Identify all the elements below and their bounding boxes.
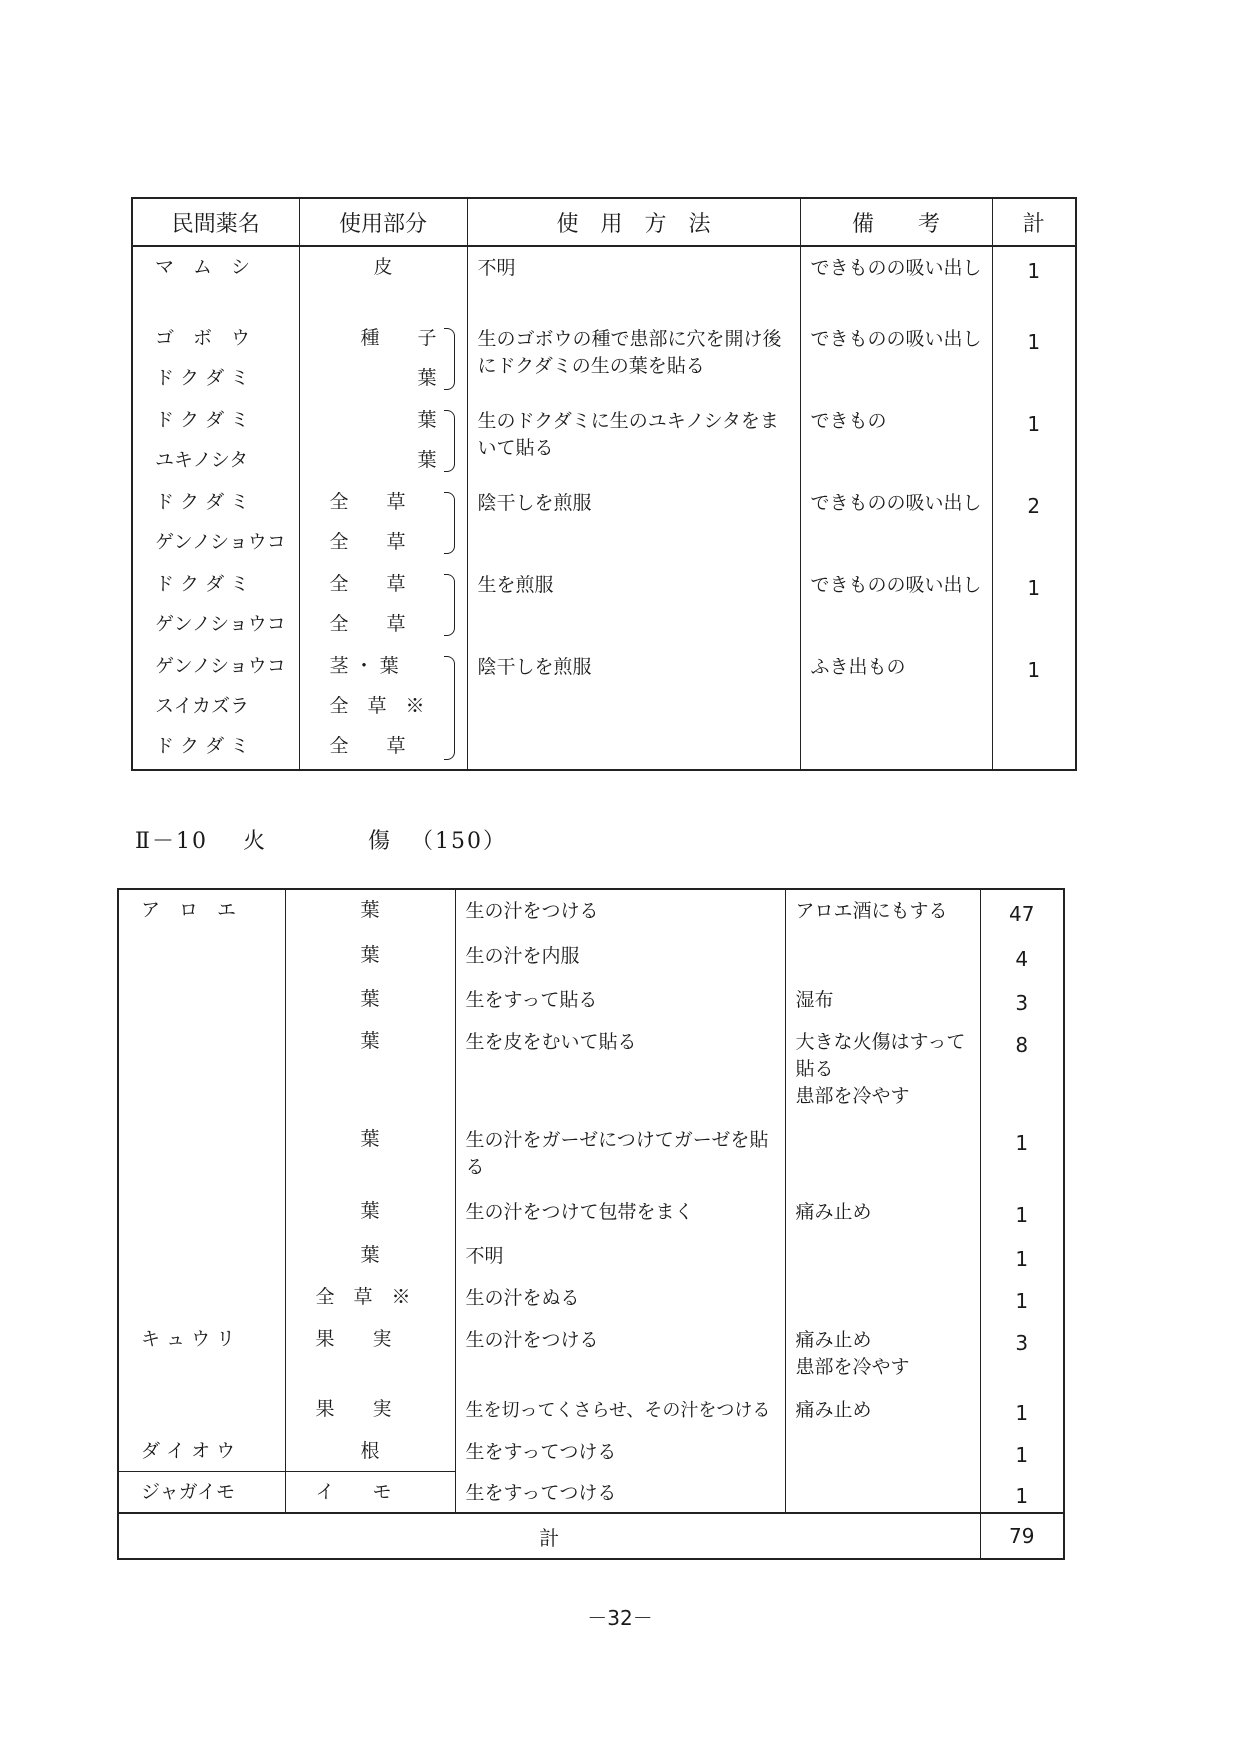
used-part: 全 草 xyxy=(329,735,406,757)
usage-method: 生を煎服 xyxy=(477,574,554,596)
usage-method: 不明 xyxy=(477,257,516,279)
table-row xyxy=(132,400,1076,482)
used-part: 全 草 ※ xyxy=(315,1286,411,1308)
table-row xyxy=(118,1431,1064,1472)
remedy-name: キ ュ ウ リ xyxy=(141,1328,236,1350)
table-row xyxy=(118,1191,1064,1235)
remedy-table-boils xyxy=(131,197,1077,771)
table-row xyxy=(118,1472,1064,1514)
usage-method: 生の汁をつけて包帯をまく xyxy=(465,1201,694,1223)
remark: アロエ酒にもする xyxy=(795,900,948,922)
remark: 大きな火傷はすって貼る 患部を冷やす xyxy=(795,1031,966,1107)
usage-method: 生のドクダミに生のユキノシタをまいて貼る xyxy=(477,410,779,459)
table-row xyxy=(118,979,1064,1021)
usage-method: 生をすってつける xyxy=(465,1441,617,1463)
used-part: 葉 xyxy=(360,1244,380,1266)
total-row xyxy=(118,1513,1064,1559)
section-title-part-2: 傷 xyxy=(367,829,392,854)
used-part: 全 草 xyxy=(329,491,406,513)
remark: 痛み止め xyxy=(795,1201,872,1223)
usage-method: 生を皮をむいて貼る xyxy=(465,1031,637,1053)
usage-method: 生の汁をガーゼにつけてガーゼを貼る xyxy=(465,1129,769,1178)
used-part: 皮 xyxy=(373,256,393,278)
remark: できものの吸い出し xyxy=(810,257,982,279)
case-count: 1 xyxy=(1027,576,1041,600)
table-row xyxy=(132,482,1076,564)
used-part: 全 草 xyxy=(329,613,406,635)
case-count: 1 xyxy=(1015,1401,1029,1425)
remedy-name: ゲンノショウコ xyxy=(155,531,286,553)
remedy-name xyxy=(119,1235,285,1275)
remedy-name: ゲンノショウコ xyxy=(155,613,286,635)
table-row xyxy=(132,246,1076,318)
used-part: 葉 xyxy=(360,1128,380,1150)
used-part: 果 実 xyxy=(315,1398,392,1420)
remedy-name: ド ク ダ ミ xyxy=(155,491,250,513)
usage-method: 陰干しを煎服 xyxy=(477,492,592,514)
usage-method: 生のゴボウの種で患部に穴を開け後にドクダミの生の葉を貼る xyxy=(477,328,782,377)
usage-method: 陰干しを煎服 xyxy=(477,656,592,678)
remark: できものの吸い出し xyxy=(810,492,982,514)
remark: できものの吸い出し xyxy=(810,328,982,350)
case-count: 1 xyxy=(1015,1443,1029,1467)
usage-method: 生を切ってくさらせ、その汁をつける xyxy=(465,1400,771,1421)
table-row xyxy=(118,1277,1064,1319)
remark xyxy=(786,935,980,943)
used-part: 果 実 xyxy=(315,1328,392,1350)
usage-method: 生の汁をつける xyxy=(465,1329,599,1351)
usage-method: 生をすって貼る xyxy=(465,989,598,1011)
table-row xyxy=(118,1235,1064,1277)
used-part: 葉 xyxy=(417,449,437,471)
table-row xyxy=(118,1021,1064,1119)
brace-bracket xyxy=(444,574,455,636)
table-row xyxy=(132,564,1076,646)
case-count: 1 xyxy=(1015,1131,1029,1155)
usage-method: 生の汁をぬる xyxy=(465,1287,580,1309)
case-count: 3 xyxy=(1015,1331,1029,1355)
table-header-row xyxy=(132,198,1076,246)
section-number: Ⅱ－10 xyxy=(135,829,208,854)
usage-method: 生の汁を内服 xyxy=(465,945,580,967)
table-row xyxy=(118,889,1064,935)
header-note: 備 考 xyxy=(800,198,992,246)
used-part: 葉 xyxy=(360,1030,380,1052)
usage-method: 生をすってつける xyxy=(465,1481,617,1504)
total-count: 79 xyxy=(980,1513,1064,1559)
remedy-table-burns xyxy=(117,888,1065,1560)
remedy-name: ジャガイモ xyxy=(141,1481,236,1503)
used-part: 茎 ・ 葉 xyxy=(329,655,399,677)
case-count: 1 xyxy=(1015,1289,1029,1313)
remedy-name xyxy=(119,1389,285,1429)
case-count: 1 xyxy=(1027,259,1041,283)
remark xyxy=(786,1119,980,1127)
used-part: 葉 xyxy=(360,988,380,1010)
case-count: 1 xyxy=(1015,1203,1029,1227)
header-count: 計 xyxy=(992,198,1076,246)
case-count: 47 xyxy=(1009,902,1035,926)
brace-bracket xyxy=(444,328,455,390)
remedy-name: ア ロ エ xyxy=(141,899,237,921)
remedy-name xyxy=(119,1119,285,1159)
remedy-name xyxy=(119,1277,285,1317)
used-part: 葉 xyxy=(360,944,380,966)
case-count: 1 xyxy=(1027,330,1041,354)
case-count: 8 xyxy=(1015,1033,1029,1057)
remark: ふき出もの xyxy=(810,656,906,678)
used-part: 種 子 xyxy=(360,327,437,349)
remedy-name: ダ イ オ ウ xyxy=(141,1440,236,1462)
remedy-name xyxy=(119,979,285,1019)
used-part: 根 xyxy=(360,1440,380,1462)
remedy-name: ド ク ダ ミ xyxy=(155,367,250,389)
remark: できものの吸い出し xyxy=(810,574,982,596)
header-name: 民間薬名 xyxy=(132,198,299,246)
remark xyxy=(786,1472,980,1480)
table-row xyxy=(118,935,1064,979)
remedy-name: ド ク ダ ミ xyxy=(155,573,250,595)
remedy-name: ゴ ボ ウ xyxy=(155,327,251,349)
remedy-name xyxy=(119,935,285,975)
table-row xyxy=(132,318,1076,400)
header-part: 使用部分 xyxy=(299,198,467,246)
section-case-count: （150） xyxy=(410,829,507,854)
page-number: －32－ xyxy=(587,1606,653,1630)
remedy-name: ド ク ダ ミ xyxy=(155,735,250,757)
case-count: 1 xyxy=(1015,1247,1029,1271)
used-part: 葉 xyxy=(417,367,437,389)
table-row xyxy=(132,646,1076,770)
used-part: イ モ xyxy=(315,1481,392,1503)
remark xyxy=(786,1235,980,1243)
remark: できもの xyxy=(810,410,887,432)
case-count: 2 xyxy=(1027,494,1041,518)
remark: 湿布 xyxy=(795,989,834,1011)
remark xyxy=(786,1431,980,1439)
used-part: 葉 xyxy=(417,409,437,431)
total-label: 計 xyxy=(118,1513,980,1559)
used-part: 全 草 xyxy=(329,573,406,595)
used-part: 全 草 xyxy=(329,531,406,553)
header-method: 使 用 方 法 xyxy=(467,198,800,246)
usage-method: 生の汁をつける xyxy=(465,900,599,922)
remedy-name: マ ム シ xyxy=(155,256,251,278)
usage-method: 不明 xyxy=(465,1245,504,1267)
remedy-name xyxy=(119,1021,285,1061)
case-count: 1 xyxy=(1015,1483,1029,1508)
brace-bracket xyxy=(444,656,455,760)
remedy-name: ユキノシタ xyxy=(155,449,249,471)
table-row xyxy=(118,1119,1064,1191)
remark: 痛み止め 患部を冷やす xyxy=(795,1329,910,1378)
remark: 痛み止め xyxy=(795,1399,872,1421)
case-count: 4 xyxy=(1015,947,1029,971)
table-row xyxy=(118,1389,1064,1431)
used-part: 葉 xyxy=(360,899,380,921)
case-count: 1 xyxy=(1027,412,1041,436)
brace-bracket xyxy=(444,410,455,472)
remedy-name xyxy=(119,1191,285,1231)
case-count: 1 xyxy=(1027,658,1041,682)
table-row xyxy=(118,1319,1064,1389)
used-part: 葉 xyxy=(360,1200,380,1222)
brace-bracket xyxy=(444,492,455,554)
section-heading xyxy=(135,824,507,855)
remedy-name: ド ク ダ ミ xyxy=(155,409,250,431)
used-part: 全 草 ※ xyxy=(329,695,425,717)
case-count: 3 xyxy=(1015,991,1029,1015)
section-title-part-1: 火 xyxy=(242,829,267,854)
remedy-name: スイカズラ xyxy=(155,695,250,717)
remedy-name: ゲンノショウコ xyxy=(155,655,286,677)
remark xyxy=(786,1277,980,1285)
